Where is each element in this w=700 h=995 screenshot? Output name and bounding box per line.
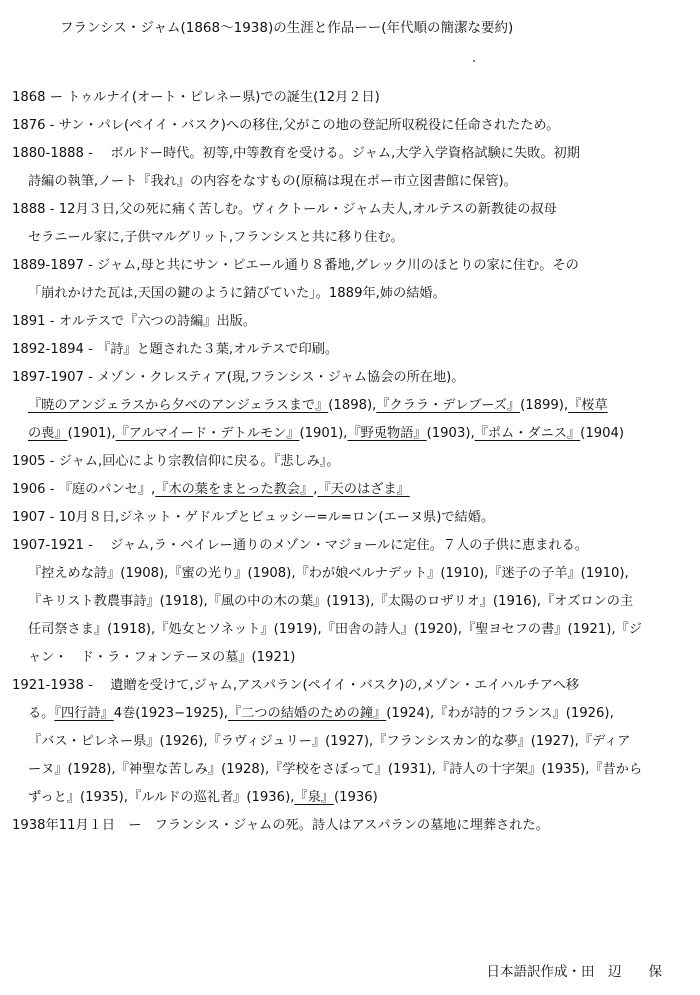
underlined-work-title: 『木の葉をまとった教会』 — [155, 482, 314, 497]
underlined-work-title: 『泉』 — [294, 790, 334, 805]
entry-continuation-line — [12, 224, 684, 252]
entry-separator: - — [83, 678, 98, 693]
entry-text: サン・パレ(ペイイ・バスク)への移住,父がこの地の登記所収税役に任命されたため。 — [58, 118, 560, 133]
entry-text: 「崩れかけた瓦は,天国の鍵のように錆びていた」。1889年,姉の結婚。 — [28, 286, 446, 301]
entry-continuation-line — [12, 560, 684, 588]
entry-first-line — [12, 504, 684, 532]
entry-text: (1936) — [333, 790, 378, 805]
entry-separator: - — [45, 482, 59, 497]
entry-text: ーヌ』(1928),『神聖な苦しみ』(1928),『学校をさぼって』(1931),『詩人の十字架』(1935),『昔から — [28, 762, 643, 777]
underlined-work-title: の喪』 — [28, 426, 68, 441]
chronology-entry — [12, 364, 684, 448]
entry-date: 1876 — [12, 118, 46, 133]
underlined-work-title: 『クララ・デレブーズ』 — [376, 398, 521, 413]
entry-first-line — [12, 140, 684, 168]
entry-text: ずっと』(1935),『ルルドの巡礼者』(1936), — [28, 790, 295, 805]
entry-date: 1880-1888 — [12, 146, 84, 161]
entry-continuation-line — [12, 728, 684, 756]
underlined-work-title: 『桜草 — [568, 398, 608, 413]
entry-text: (1924),『わが詩的フランス』(1926), — [386, 706, 614, 721]
chronology-entry — [12, 112, 684, 140]
entry-date: 1897-1907 — [12, 370, 84, 385]
entry-first-line — [12, 336, 684, 364]
entry-first-line — [12, 476, 684, 504]
entry-first-line — [12, 252, 684, 280]
entry-text: 『控えめな詩』(1908),『蜜の光り』(1908),『わが娘ベルナデット』(1910),『迷子の子羊』(1910), — [28, 566, 629, 581]
entry-separator: - — [83, 538, 98, 553]
entry-continuation-line — [12, 168, 684, 196]
entry-text: 『庭のパンセ』, — [58, 482, 156, 497]
chronology-entry — [12, 812, 684, 840]
underlined-work-title: 『四行詩』 — [54, 706, 114, 721]
entry-text: ボルドー時代。初等,中等教育を受ける。ジャム,大学入学資格試験に失敗。初期 — [97, 146, 580, 161]
entry-continuation-line — [12, 644, 684, 672]
chronology-entry — [12, 476, 684, 504]
chronology-entry — [12, 140, 684, 196]
entry-separator: - — [83, 258, 98, 273]
entry-separator: ー — [115, 818, 155, 833]
underlined-work-title: 『アルマイード・デトルモン』 — [115, 426, 300, 441]
underlined-work-title: 『暁のアンジェラスから夕べのアンジェラスまで』 — [28, 398, 329, 413]
entry-text: 10月８日,ジネット・ゲドルプとビュッシー=ル=ロン(エーヌ県)で結婚。 — [58, 510, 495, 525]
entry-text: 『詩』と題された３葉,オルテスで印刷。 — [97, 342, 339, 357]
entry-continuation-line — [12, 784, 684, 812]
entry-first-line — [12, 532, 684, 560]
entry-text: (1901), — [67, 426, 116, 441]
entry-continuation-line — [12, 616, 684, 644]
entry-continuation-line — [12, 280, 684, 308]
entry-first-line — [12, 84, 684, 112]
chronology-entry — [12, 504, 684, 532]
entry-continuation-line — [12, 420, 684, 448]
entry-separator: - — [45, 314, 59, 329]
underlined-work-title: 『ポム・ダニス』 — [474, 426, 581, 441]
entry-date: 1892-1894 — [12, 342, 84, 357]
entry-date: 1889-1897 — [12, 258, 84, 273]
entry-text: ャン・ ド・ラ・フォンテーヌの墓』(1921) — [28, 650, 296, 665]
entry-text: ジャム,回心により宗教信仰に戻る。『悲しみ』。 — [58, 454, 340, 469]
entry-text: 『バス・ピレネー県』(1926),『ラヴィジュリー』(1927),『フランシスカン的な夢』(1927),『ディア — [28, 734, 631, 749]
entry-date: 1891 — [12, 314, 46, 329]
entry-separator: - — [45, 202, 59, 217]
entry-text: 遺贈を受けて,ジャム,アスパラン(ペイイ・バスク)の,メゾン・エイハルチアへ移 — [97, 678, 580, 693]
document-title: フランシス・ジャム(1868〜1938)の生涯と作品ーー(年代順の簡潔な要約) — [60, 20, 514, 36]
entry-first-line — [12, 364, 684, 392]
entry-text: (1904) — [580, 426, 625, 441]
entry-date: 1906 — [12, 482, 46, 497]
entry-date: 1907-1921 — [12, 538, 84, 553]
underlined-work-title: 『二つの結婚のための鐘』 — [227, 706, 387, 721]
entry-text: メゾン・クレスティア(現,フランシス・ジャム協会の所在地)。 — [97, 370, 465, 385]
entry-separator: - — [45, 510, 59, 525]
entry-text: 4巻(1923−1925), — [113, 706, 228, 721]
entry-first-line — [12, 308, 684, 336]
entry-first-line — [12, 672, 684, 700]
chronology-entry — [12, 84, 684, 112]
entry-date: 1905 — [12, 454, 46, 469]
entry-separator: ー — [45, 90, 68, 105]
entry-date: 1938年11月１日 — [12, 818, 116, 833]
entry-first-line — [12, 196, 684, 224]
chronology-entry — [12, 448, 684, 476]
chronology-entry — [12, 252, 684, 308]
entry-date: 1921-1938 — [12, 678, 84, 693]
entry-text: (1899), — [520, 398, 569, 413]
entry-continuation-line — [12, 756, 684, 784]
entry-continuation-line — [12, 392, 684, 420]
chronology-entry — [12, 336, 684, 364]
chronology-list — [12, 84, 684, 840]
entry-text: ジャム,ラ・ベイレー通りのメゾン・マジョールに定住。７人の子供に恵まれる。 — [97, 538, 588, 553]
entry-separator: - — [45, 454, 59, 469]
entry-text: 任司祭さま』(1918),『処女とソネット』(1919),『田舎の詩人』(1920),『聖ヨセフの書』(1921),『ジ — [28, 622, 642, 637]
chronology-entry — [12, 308, 684, 336]
entry-text: (1903), — [426, 426, 475, 441]
entry-separator: - — [83, 146, 98, 161]
entry-separator: - — [45, 118, 59, 133]
entry-text: (1901), — [299, 426, 348, 441]
entry-first-line — [12, 112, 684, 140]
chronology-entry — [12, 532, 684, 672]
entry-text: 詩編の執筆,ノート『我れ』の内容をなすもの(原稿は現在ポー市立図書館に保管)。 — [28, 174, 517, 189]
chronology-entry — [12, 196, 684, 252]
entry-text: 『キリスト教農事詩』(1918),『風の中の木の葉』(1913),『太陽のロザリオ』(1916),『オズロンの主 — [28, 594, 634, 609]
entry-text: , — [313, 482, 318, 497]
translator-signature: 日本語訳作成・田 辺 保 — [486, 964, 662, 980]
entry-date: 1907 — [12, 510, 46, 525]
entry-text: (1898), — [328, 398, 377, 413]
entry-date: 1868 — [12, 90, 46, 105]
underlined-work-title: 『天のはざま』 — [317, 482, 410, 497]
entry-text: フランシス・ジャムの死。詩人はアスパランの墓地に埋葬された。 — [154, 818, 549, 833]
speck-mark — [473, 60, 475, 62]
entry-text: セラニール家に,子供マルグリット,フランシスと共に移り住む。 — [28, 230, 404, 245]
entry-first-line — [12, 812, 684, 840]
chronology-entry — [12, 672, 684, 812]
entry-continuation-line — [12, 588, 684, 616]
entry-first-line — [12, 448, 684, 476]
entry-separator: - — [83, 342, 98, 357]
entry-text: ジャム,母と共にサン・ピエール通り８番地,グレック川のほとりの家に住む。その — [97, 258, 579, 273]
entry-text: 12月３日,父の死に痛く苦しむ。ヴィクトール・ジャム夫人,オルテスの新教徒の叔母 — [58, 202, 557, 217]
entry-continuation-line — [12, 700, 684, 728]
underlined-work-title: 『野兎物語』 — [347, 426, 427, 441]
entry-date: 1888 — [12, 202, 46, 217]
entry-text: トゥルナイ(オート・ピレネー県)での誕生(12月２日) — [67, 90, 380, 105]
entry-separator: - — [83, 370, 98, 385]
entry-text: る。 — [28, 706, 55, 721]
entry-text: オルテスで『六つの詩編』出版。 — [58, 314, 257, 329]
